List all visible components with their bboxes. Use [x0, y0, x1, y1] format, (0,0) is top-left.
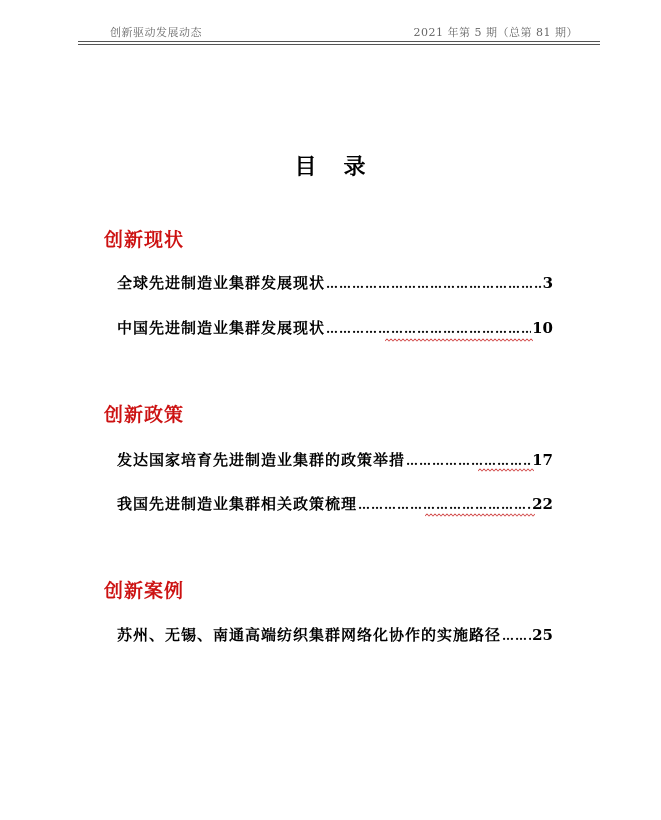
- toc-leader-dots: [358, 498, 531, 512]
- toc-entry[interactable]: [117, 272, 553, 294]
- section-heading-current-status: 创新现状: [104, 229, 185, 251]
- section-heading-cases: 创新案例: [104, 580, 185, 602]
- toc-entry-page: 25: [532, 626, 553, 644]
- toc-leader-dots: [326, 322, 531, 336]
- header-publication-title: 创新驱动发展动态: [110, 26, 202, 39]
- toc-leader-dots: [326, 277, 542, 291]
- toc-entry-title: 中国先进制造业集群发展现状: [117, 319, 326, 337]
- section-heading-policy: 创新政策: [104, 404, 185, 426]
- toc-entry-page: 17: [532, 451, 553, 469]
- toc-leader-dots: [406, 454, 531, 468]
- spellcheck-underline: [478, 468, 534, 472]
- spellcheck-underline: [425, 513, 535, 517]
- toc-entry[interactable]: [117, 493, 553, 515]
- toc-entry-page: 3: [542, 274, 553, 292]
- spellcheck-underline: [385, 338, 533, 342]
- header-rule: [78, 41, 600, 42]
- toc-entry-title: 全球先进制造业集群发展现状: [117, 274, 326, 292]
- toc-entry[interactable]: [117, 317, 553, 339]
- toc-entry-page: 22: [532, 495, 553, 513]
- toc-entry-title: 发达国家培育先进制造业集群的政策举措: [117, 451, 406, 469]
- toc-entry-title: 苏州、无锡、南通高端纺织集群网络化协作的实施路径: [117, 626, 502, 644]
- toc-entry[interactable]: [117, 624, 553, 646]
- header-rule: [78, 44, 600, 45]
- toc-entry-title: 我国先进制造业集群相关政策梳理: [117, 495, 358, 513]
- toc-entry-page: 10: [532, 319, 553, 337]
- page-header: [78, 22, 600, 46]
- header-issue-info: 2021 年第 5 期（总第 81 期）: [413, 26, 578, 39]
- toc-title: 目 录: [294, 154, 367, 180]
- toc-leader-dots: [502, 629, 531, 643]
